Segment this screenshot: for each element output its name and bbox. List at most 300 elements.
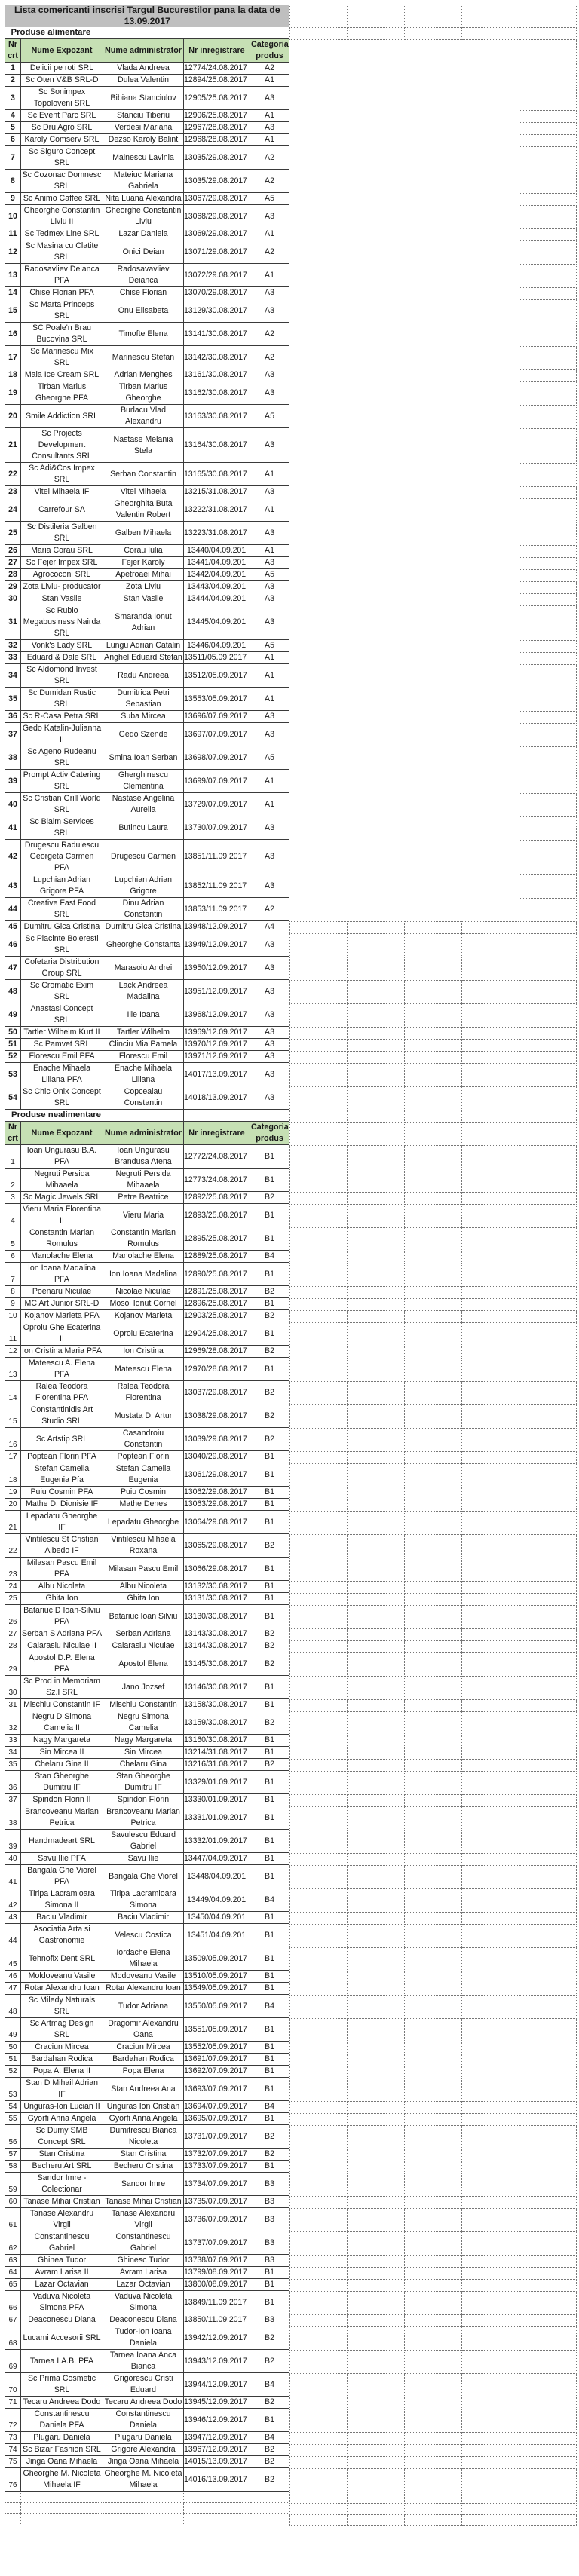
cell-empty[interactable] bbox=[348, 593, 405, 605]
cell-nr-inregistrare[interactable]: 12889/25.08.2017 bbox=[184, 1251, 250, 1263]
cell-nr-inregistrare[interactable]: 12774/24.08.2017 bbox=[184, 63, 250, 75]
cell-nume-administrator[interactable]: Galben Mihaela bbox=[103, 522, 184, 545]
cell-empty[interactable] bbox=[405, 2279, 462, 2291]
cell-empty[interactable] bbox=[462, 75, 519, 87]
cell-empty[interactable] bbox=[519, 921, 577, 933]
cell-nume-administrator[interactable]: Constantinescu Daniela bbox=[103, 2409, 184, 2432]
header-nr-inregistrare[interactable]: Nr inregistrare bbox=[184, 39, 250, 63]
cell-nume-administrator[interactable]: Savu Ilie bbox=[103, 1853, 184, 1865]
cell-nume-expozant[interactable]: Ghita Ion bbox=[21, 1593, 103, 1605]
cell-nr-inregistrare[interactable]: 13131/30.08.2017 bbox=[184, 1593, 250, 1605]
cell-empty[interactable] bbox=[405, 1027, 462, 1039]
cell-empty[interactable] bbox=[290, 405, 348, 428]
cell-empty[interactable] bbox=[348, 2514, 405, 2525]
cell-nume-administrator[interactable]: Gedo Szende bbox=[103, 723, 184, 746]
cell-empty[interactable] bbox=[348, 1771, 405, 1794]
cell-nr-crt[interactable]: 10 bbox=[5, 1310, 21, 1322]
cell-nume-administrator[interactable]: Clinciu Mia Pamela bbox=[103, 1039, 184, 1051]
cell-empty[interactable] bbox=[462, 593, 519, 605]
cell-empty[interactable] bbox=[348, 1558, 405, 1581]
cell-categoria-produs[interactable]: B3 bbox=[250, 2231, 290, 2255]
cell-nr-inregistrare[interactable]: 13691/07.09.2017 bbox=[184, 2054, 250, 2066]
cell-empty[interactable] bbox=[405, 1806, 462, 1830]
cell-categoria-produs[interactable]: A1 bbox=[250, 664, 290, 688]
cell-empty[interactable] bbox=[290, 240, 348, 264]
cell-categoria-produs[interactable]: A2 bbox=[250, 170, 290, 193]
cell-nume-expozant[interactable]: Spiridon Florin II bbox=[21, 1794, 103, 1806]
cell-nume-administrator[interactable]: Ralea Teodora Florentina bbox=[103, 1381, 184, 1404]
cell-nume-expozant[interactable]: Sc Sonimpex Topoloveni SRL bbox=[21, 87, 103, 110]
cell-nume-administrator[interactable]: Nastase Angelina Aurelia bbox=[103, 793, 184, 816]
cell-empty[interactable] bbox=[405, 545, 462, 557]
cell-nume-expozant[interactable]: Ion Cristina Maria PFA bbox=[21, 1346, 103, 1358]
cell-nume-expozant[interactable]: Agrococoni SRL bbox=[21, 569, 103, 581]
cell-categoria-produs[interactable]: A1 bbox=[250, 463, 290, 486]
cell-nume-expozant[interactable]: Sc Siguro Concept SRL bbox=[21, 146, 103, 170]
cell-empty[interactable] bbox=[462, 711, 519, 723]
cell-nr-inregistrare[interactable]: 12906/25.08.2017 bbox=[184, 110, 250, 122]
cell-nume-administrator[interactable]: Mateiuc Mariana Gabriela bbox=[103, 170, 184, 193]
cell-categoria-produs[interactable]: A2 bbox=[250, 63, 290, 75]
cell-empty[interactable] bbox=[290, 2208, 348, 2231]
cell-empty[interactable] bbox=[348, 240, 405, 264]
cell-nr-inregistrare[interactable]: 13068/29.08.2017 bbox=[184, 205, 250, 228]
cell-nume-administrator[interactable]: Verdesi Mariana bbox=[103, 122, 184, 134]
cell-empty[interactable] bbox=[348, 2173, 405, 2196]
cell-empty[interactable] bbox=[290, 1227, 348, 1251]
cell-empty[interactable] bbox=[519, 2125, 577, 2149]
cell-empty[interactable] bbox=[348, 1145, 405, 1169]
cell-nr-crt[interactable]: 54 bbox=[5, 2101, 21, 2113]
cell-empty[interactable] bbox=[290, 2314, 348, 2326]
cell-nume-expozant[interactable]: Handmadeart SRL bbox=[21, 1830, 103, 1853]
cell-nume-administrator[interactable]: Unguras Ion Cristian bbox=[103, 2101, 184, 2113]
cell-empty[interactable] bbox=[519, 1759, 577, 1771]
cell-nume-expozant[interactable]: Popa A. Elena II bbox=[21, 2066, 103, 2078]
cell-nr-crt[interactable]: 38 bbox=[5, 1806, 21, 1830]
cell-empty[interactable] bbox=[348, 1346, 405, 1358]
cell-empty[interactable] bbox=[405, 2196, 462, 2208]
cell-nume-expozant[interactable]: Savu Ilie PFA bbox=[21, 1853, 103, 1865]
cell-empty[interactable] bbox=[348, 933, 405, 957]
cell-empty[interactable] bbox=[519, 840, 577, 874]
cell-nume-expozant[interactable]: Sc Marinescu Mix SRL bbox=[21, 346, 103, 369]
cell-nume-administrator[interactable]: Nita Luana Alexandra bbox=[103, 193, 184, 205]
cell-nume-expozant[interactable]: Prompt Activ Catering SRL bbox=[21, 770, 103, 793]
cell-empty[interactable] bbox=[250, 2492, 290, 2503]
cell-empty[interactable] bbox=[462, 1983, 519, 1995]
cell-empty[interactable] bbox=[290, 1865, 348, 1888]
cell-nume-administrator[interactable]: Lazar Daniela bbox=[103, 228, 184, 240]
cell-empty[interactable] bbox=[348, 1605, 405, 1628]
cell-empty[interactable] bbox=[348, 1051, 405, 1063]
cell-nr-inregistrare[interactable]: 13072/29.08.2017 bbox=[184, 264, 250, 287]
cell-empty[interactable] bbox=[462, 193, 519, 205]
cell-empty[interactable] bbox=[348, 1310, 405, 1322]
cell-empty[interactable] bbox=[290, 522, 348, 545]
cell-nume-administrator[interactable]: Bibiana Stanciulov bbox=[103, 87, 184, 110]
cell-empty[interactable] bbox=[519, 1888, 577, 1912]
cell-empty[interactable] bbox=[462, 770, 519, 793]
cell-nume-expozant[interactable]: Vieru Maria Florentina II bbox=[21, 1204, 103, 1227]
cell-nr-crt[interactable]: 18 bbox=[5, 369, 21, 381]
cell-nume-administrator[interactable]: Tanase Mihai Cristian bbox=[103, 2196, 184, 2208]
cell-empty[interactable] bbox=[462, 933, 519, 957]
cell-empty[interactable] bbox=[462, 1971, 519, 1983]
cell-nume-administrator[interactable]: Adrian Menghes bbox=[103, 369, 184, 381]
cell-empty[interactable] bbox=[348, 1204, 405, 1227]
cell-nr-inregistrare[interactable]: 14018/13.09.2017 bbox=[184, 1086, 250, 1110]
cell-nr-inregistrare[interactable]: 13695/07.09.2017 bbox=[184, 2113, 250, 2125]
cell-empty[interactable] bbox=[348, 2432, 405, 2444]
cell-categoria-produs[interactable]: B2 bbox=[250, 1381, 290, 1404]
cell-empty[interactable] bbox=[462, 840, 519, 874]
cell-categoria-produs[interactable]: B1 bbox=[250, 1971, 290, 1983]
cell-empty[interactable] bbox=[348, 2326, 405, 2350]
cell-empty[interactable] bbox=[462, 1865, 519, 1888]
cell-empty[interactable] bbox=[405, 1404, 462, 1428]
cell-empty[interactable] bbox=[519, 463, 577, 486]
cell-nume-administrator[interactable]: Sin Mircea bbox=[103, 1747, 184, 1759]
cell-nr-crt[interactable]: 63 bbox=[5, 2255, 21, 2267]
cell-nume-expozant[interactable]: Unguras-Ion Lucian II bbox=[21, 2101, 103, 2113]
cell-empty[interactable] bbox=[405, 122, 462, 134]
cell-nr-crt[interactable]: 3 bbox=[5, 87, 21, 110]
cell-empty[interactable] bbox=[405, 557, 462, 569]
cell-nr-crt[interactable]: 66 bbox=[5, 2291, 21, 2314]
cell-empty[interactable] bbox=[519, 1110, 577, 1122]
cell-nume-expozant[interactable]: Dumitru Gica Cristina bbox=[21, 921, 103, 933]
cell-empty[interactable] bbox=[462, 1511, 519, 1534]
cell-empty[interactable] bbox=[348, 1865, 405, 1888]
cell-nr-inregistrare[interactable]: 13162/30.08.2017 bbox=[184, 381, 250, 405]
cell-categoria-produs[interactable]: B2 bbox=[250, 2350, 290, 2373]
cell-empty[interactable] bbox=[519, 664, 577, 688]
cell-nume-expozant[interactable]: Sc Fejer Impex SRL bbox=[21, 557, 103, 569]
cell-nr-inregistrare[interactable]: 14015/13.09.2017 bbox=[184, 2456, 250, 2468]
cell-empty[interactable] bbox=[348, 2018, 405, 2042]
cell-empty[interactable] bbox=[519, 1676, 577, 1699]
cell-nume-administrator[interactable]: Onu Elisabeta bbox=[103, 299, 184, 323]
cell-empty[interactable] bbox=[405, 2231, 462, 2255]
cell-nr-crt[interactable]: 34 bbox=[5, 664, 21, 688]
cell-empty[interactable] bbox=[519, 1771, 577, 1794]
cell-nr-crt[interactable]: 9 bbox=[5, 1298, 21, 1310]
cell-nume-administrator[interactable]: Mustata D. Artur bbox=[103, 1404, 184, 1428]
cell-nr-crt[interactable]: 20 bbox=[5, 1499, 21, 1511]
cell-nr-crt[interactable]: 47 bbox=[5, 957, 21, 980]
cell-empty[interactable] bbox=[405, 1051, 462, 1063]
cell-empty[interactable] bbox=[462, 1451, 519, 1463]
cell-empty[interactable] bbox=[405, 2125, 462, 2149]
cell-nr-crt[interactable]: 31 bbox=[5, 1699, 21, 1711]
cell-empty[interactable] bbox=[462, 2314, 519, 2326]
cell-empty[interactable] bbox=[405, 605, 462, 640]
cell-empty[interactable] bbox=[348, 569, 405, 581]
cell-nume-expozant[interactable]: Ghinea Tudor bbox=[21, 2255, 103, 2267]
cell-categoria-produs[interactable]: B1 bbox=[250, 1605, 290, 1628]
cell-nume-expozant[interactable]: Anastasi Concept SRL bbox=[21, 1003, 103, 1027]
cell-empty[interactable] bbox=[519, 134, 577, 146]
cell-nr-crt[interactable]: 39 bbox=[5, 770, 21, 793]
cell-empty[interactable] bbox=[462, 1771, 519, 1794]
cell-empty[interactable] bbox=[290, 1499, 348, 1511]
cell-empty[interactable] bbox=[348, 770, 405, 793]
cell-nr-crt[interactable]: 10 bbox=[5, 205, 21, 228]
cell-nr-inregistrare[interactable]: 13949/12.09.2017 bbox=[184, 933, 250, 957]
cell-empty[interactable] bbox=[348, 2409, 405, 2432]
cell-empty[interactable] bbox=[519, 557, 577, 569]
cell-empty[interactable] bbox=[462, 1051, 519, 1063]
cell-empty[interactable] bbox=[405, 2291, 462, 2314]
cell-categoria-produs[interactable]: A3 bbox=[250, 381, 290, 405]
cell-nume-administrator[interactable]: Ioan Ungurasu Brandusa Atena bbox=[103, 1145, 184, 1169]
cell-categoria-produs[interactable]: A3 bbox=[250, 593, 290, 605]
cell-categoria-produs[interactable]: A3 bbox=[250, 840, 290, 874]
cell-empty[interactable] bbox=[348, 1086, 405, 1110]
cell-empty[interactable] bbox=[348, 688, 405, 711]
cell-empty[interactable] bbox=[348, 1499, 405, 1511]
cell-nume-expozant[interactable]: Moldoveanu Vasile bbox=[21, 1971, 103, 1983]
cell-empty[interactable] bbox=[405, 1865, 462, 1888]
cell-empty[interactable] bbox=[405, 2054, 462, 2066]
cell-empty[interactable] bbox=[405, 1063, 462, 1086]
cell-nr-inregistrare[interactable]: 13067/29.08.2017 bbox=[184, 193, 250, 205]
cell-nume-expozant[interactable]: Chise Florian PFA bbox=[21, 287, 103, 299]
cell-nume-administrator[interactable]: Apostol Elena bbox=[103, 1652, 184, 1676]
cell-nume-expozant[interactable]: Milasan Pascu Emil PFA bbox=[21, 1558, 103, 1581]
cell-nr-crt[interactable]: 29 bbox=[5, 581, 21, 593]
cell-empty[interactable] bbox=[348, 1711, 405, 1735]
cell-empty[interactable] bbox=[290, 205, 348, 228]
cell-empty[interactable] bbox=[103, 1110, 184, 1122]
cell-empty[interactable] bbox=[462, 2350, 519, 2373]
cell-empty[interactable] bbox=[290, 110, 348, 122]
cell-empty[interactable] bbox=[290, 2409, 348, 2432]
cell-nr-crt[interactable]: 50 bbox=[5, 2042, 21, 2054]
cell-empty[interactable] bbox=[462, 146, 519, 170]
cell-nr-inregistrare[interactable]: 13694/07.09.2017 bbox=[184, 2101, 250, 2113]
cell-empty[interactable] bbox=[348, 63, 405, 75]
cell-nume-administrator[interactable]: Negru Simona Camelia bbox=[103, 1711, 184, 1735]
cell-empty[interactable] bbox=[519, 816, 577, 840]
cell-empty[interactable] bbox=[348, 2291, 405, 2314]
cell-empty[interactable] bbox=[462, 1169, 519, 1192]
cell-empty[interactable] bbox=[462, 1463, 519, 1487]
cell-empty[interactable] bbox=[250, 1110, 290, 1122]
cell-empty[interactable] bbox=[462, 746, 519, 770]
cell-nr-inregistrare[interactable]: 13447/04.09.2017 bbox=[184, 1853, 250, 1865]
cell-empty[interactable] bbox=[462, 134, 519, 146]
cell-categoria-produs[interactable]: A5 bbox=[250, 193, 290, 205]
cell-nume-expozant[interactable]: Sc R-Casa Petra SRL bbox=[21, 711, 103, 723]
cell-empty[interactable] bbox=[519, 522, 577, 545]
cell-empty[interactable] bbox=[290, 381, 348, 405]
cell-nr-crt[interactable]: 54 bbox=[5, 1086, 21, 1110]
cell-empty[interactable] bbox=[348, 1463, 405, 1487]
cell-empty[interactable] bbox=[519, 793, 577, 816]
cell-empty[interactable] bbox=[462, 2054, 519, 2066]
cell-nr-crt[interactable]: 25 bbox=[5, 1593, 21, 1605]
cell-nume-expozant[interactable]: Drugescu Radulescu Georgeta Carmen PFA bbox=[21, 840, 103, 874]
cell-empty[interactable] bbox=[462, 205, 519, 228]
cell-empty[interactable] bbox=[462, 2468, 519, 2492]
cell-empty[interactable] bbox=[405, 980, 462, 1003]
cell-nr-crt[interactable]: 58 bbox=[5, 2161, 21, 2173]
cell-empty[interactable] bbox=[348, 2444, 405, 2456]
cell-nume-expozant[interactable]: Ion Ioana Madalina PFA bbox=[21, 1263, 103, 1286]
cell-empty[interactable] bbox=[348, 581, 405, 593]
cell-nr-crt[interactable]: 38 bbox=[5, 746, 21, 770]
cell-categoria-produs[interactable]: A3 bbox=[250, 87, 290, 110]
cell-empty[interactable] bbox=[462, 1711, 519, 1735]
header-nume-administrator[interactable]: Nume administrator bbox=[103, 1122, 184, 1145]
cell-nume-administrator[interactable]: Brancoveanu Marian Petrica bbox=[103, 1806, 184, 1830]
cell-empty[interactable] bbox=[519, 1924, 577, 1947]
cell-nr-crt[interactable]: 76 bbox=[5, 2468, 21, 2492]
cell-nume-expozant[interactable]: Sc Cozonac Domnesc SRL bbox=[21, 170, 103, 193]
cell-empty[interactable] bbox=[405, 2161, 462, 2173]
cell-empty[interactable] bbox=[348, 1027, 405, 1039]
cell-empty[interactable] bbox=[290, 2066, 348, 2078]
cell-empty[interactable] bbox=[290, 63, 348, 75]
cell-empty[interactable] bbox=[462, 28, 519, 40]
cell-nr-crt[interactable]: 48 bbox=[5, 980, 21, 1003]
cell-categoria-produs[interactable]: B1 bbox=[250, 2291, 290, 2314]
cell-empty[interactable] bbox=[348, 287, 405, 299]
cell-empty[interactable] bbox=[405, 428, 462, 463]
cell-empty[interactable] bbox=[405, 486, 462, 498]
cell-nume-expozant[interactable]: Mathe D. Dionisie IF bbox=[21, 1499, 103, 1511]
cell-nr-crt[interactable]: 17 bbox=[5, 346, 21, 369]
cell-nume-expozant[interactable]: Ioan Ungurasu B.A. PFA bbox=[21, 1145, 103, 1169]
cell-nume-administrator[interactable]: Becheru Cristina bbox=[103, 2161, 184, 2173]
cell-empty[interactable] bbox=[405, 664, 462, 688]
cell-nume-expozant[interactable]: Lepadatu Gheorghe IF bbox=[21, 1511, 103, 1534]
cell-nr-inregistrare[interactable]: 13144/30.08.2017 bbox=[184, 1640, 250, 1652]
cell-categoria-produs[interactable]: A3 bbox=[250, 957, 290, 980]
cell-nr-crt[interactable]: 44 bbox=[5, 1924, 21, 1947]
cell-nume-administrator[interactable]: Gheorghita Buta Valentin Robert bbox=[103, 498, 184, 522]
cell-empty[interactable] bbox=[519, 2373, 577, 2397]
cell-empty[interactable] bbox=[405, 5, 462, 28]
cell-nume-expozant[interactable]: Sc Oten V&B SRL-D bbox=[21, 75, 103, 87]
cell-empty[interactable] bbox=[348, 921, 405, 933]
cell-empty[interactable] bbox=[519, 2456, 577, 2468]
cell-nume-expozant[interactable]: Sc Cromatic Exim SRL bbox=[21, 980, 103, 1003]
cell-empty[interactable] bbox=[348, 874, 405, 898]
cell-nume-administrator[interactable]: Rotar Alexandru Ioan bbox=[103, 1983, 184, 1995]
cell-empty[interactable] bbox=[519, 1169, 577, 1192]
cell-nr-crt[interactable]: 62 bbox=[5, 2231, 21, 2255]
cell-nr-inregistrare[interactable]: 13070/29.08.2017 bbox=[184, 287, 250, 299]
cell-empty[interactable] bbox=[462, 5, 519, 28]
cell-empty[interactable] bbox=[519, 1051, 577, 1063]
cell-nume-administrator[interactable]: Onici Deian bbox=[103, 240, 184, 264]
cell-empty[interactable] bbox=[462, 569, 519, 581]
cell-empty[interactable] bbox=[519, 1428, 577, 1451]
cell-empty[interactable] bbox=[519, 2279, 577, 2291]
cell-empty[interactable] bbox=[462, 299, 519, 323]
cell-nume-administrator[interactable]: Stan Cristina bbox=[103, 2149, 184, 2161]
cell-nume-expozant[interactable]: Tecaru Andreea Dodo bbox=[21, 2397, 103, 2409]
cell-nr-inregistrare[interactable]: 13141/30.08.2017 bbox=[184, 323, 250, 346]
cell-empty[interactable] bbox=[462, 1640, 519, 1652]
cell-empty[interactable] bbox=[290, 463, 348, 486]
cell-empty[interactable] bbox=[290, 1794, 348, 1806]
cell-categoria-produs[interactable]: A4 bbox=[250, 921, 290, 933]
cell-empty[interactable] bbox=[462, 2125, 519, 2149]
cell-empty[interactable] bbox=[519, 2042, 577, 2054]
cell-nr-inregistrare[interactable]: 12968/28.08.2017 bbox=[184, 134, 250, 146]
cell-nr-crt[interactable]: 51 bbox=[5, 2054, 21, 2066]
cell-empty[interactable] bbox=[519, 2514, 577, 2525]
cell-categoria-produs[interactable]: A1 bbox=[250, 75, 290, 87]
cell-nr-inregistrare[interactable]: 13164/30.08.2017 bbox=[184, 428, 250, 463]
cell-empty[interactable] bbox=[348, 652, 405, 664]
cell-empty[interactable] bbox=[290, 980, 348, 1003]
cell-empty[interactable] bbox=[519, 2291, 577, 2314]
cell-empty[interactable] bbox=[348, 2066, 405, 2078]
cell-nume-expozant[interactable]: Chelaru Gina II bbox=[21, 1759, 103, 1771]
cell-nr-inregistrare[interactable]: 13444/04.09.201 bbox=[184, 593, 250, 605]
cell-empty[interactable] bbox=[290, 87, 348, 110]
cell-nume-expozant[interactable]: Vintilescu St Cristian Albedo IF bbox=[21, 1534, 103, 1558]
cell-nume-expozant[interactable]: Tiripa Lacramioara Simona II bbox=[21, 1888, 103, 1912]
cell-nr-crt[interactable]: 12 bbox=[5, 240, 21, 264]
cell-empty[interactable] bbox=[290, 1322, 348, 1346]
cell-nume-expozant[interactable]: Tirban Marius Gheorghe PFA bbox=[21, 381, 103, 405]
cell-empty[interactable] bbox=[348, 193, 405, 205]
cell-nume-administrator[interactable]: Mischiu Constantin bbox=[103, 1699, 184, 1711]
section-a-label[interactable]: Produse alimentare bbox=[5, 27, 290, 39]
cell-nr-inregistrare[interactable]: 13440/04.09.201 bbox=[184, 545, 250, 557]
cell-empty[interactable] bbox=[348, 1924, 405, 1947]
cell-empty[interactable] bbox=[348, 980, 405, 1003]
cell-empty[interactable] bbox=[519, 381, 577, 405]
cell-empty[interactable] bbox=[519, 581, 577, 593]
cell-nr-inregistrare[interactable]: 13165/30.08.2017 bbox=[184, 463, 250, 486]
cell-empty[interactable] bbox=[290, 2161, 348, 2173]
cell-empty[interactable] bbox=[290, 1853, 348, 1865]
cell-nr-inregistrare[interactable]: 13442/04.09.201 bbox=[184, 569, 250, 581]
cell-nume-expozant[interactable]: Manolache Elena bbox=[21, 1251, 103, 1263]
cell-nr-inregistrare[interactable]: 13441/04.09.201 bbox=[184, 557, 250, 569]
cell-nr-crt[interactable]: 35 bbox=[5, 1759, 21, 1771]
cell-empty[interactable] bbox=[405, 1794, 462, 1806]
cell-empty[interactable] bbox=[405, 2149, 462, 2161]
cell-empty[interactable] bbox=[519, 2054, 577, 2066]
cell-empty[interactable] bbox=[290, 1652, 348, 1676]
cell-categoria-produs[interactable]: B1 bbox=[250, 1511, 290, 1534]
cell-nume-expozant[interactable]: Stan Gheorghe Dumitru IF bbox=[21, 1771, 103, 1794]
cell-empty[interactable] bbox=[519, 2432, 577, 2444]
cell-nume-administrator[interactable]: Tudor Adriana bbox=[103, 1995, 184, 2018]
cell-nume-expozant[interactable]: Tehnofix Dent SRL bbox=[21, 1947, 103, 1971]
cell-nr-crt[interactable]: 75 bbox=[5, 2456, 21, 2468]
cell-empty[interactable] bbox=[519, 605, 577, 640]
cell-empty[interactable] bbox=[348, 1699, 405, 1711]
cell-empty[interactable] bbox=[290, 1192, 348, 1204]
cell-nume-administrator[interactable]: Mosoi Ionut Cornel bbox=[103, 1298, 184, 1310]
cell-categoria-produs[interactable]: B3 bbox=[250, 2173, 290, 2196]
cell-nume-administrator[interactable]: Vaduva Nicoleta Simona bbox=[103, 2291, 184, 2314]
cell-nume-administrator[interactable]: Puiu Cosmin bbox=[103, 1487, 184, 1499]
cell-empty[interactable] bbox=[405, 264, 462, 287]
cell-empty[interactable] bbox=[519, 1628, 577, 1640]
cell-empty[interactable] bbox=[519, 2231, 577, 2255]
cell-nr-crt[interactable]: 33 bbox=[5, 1735, 21, 1747]
